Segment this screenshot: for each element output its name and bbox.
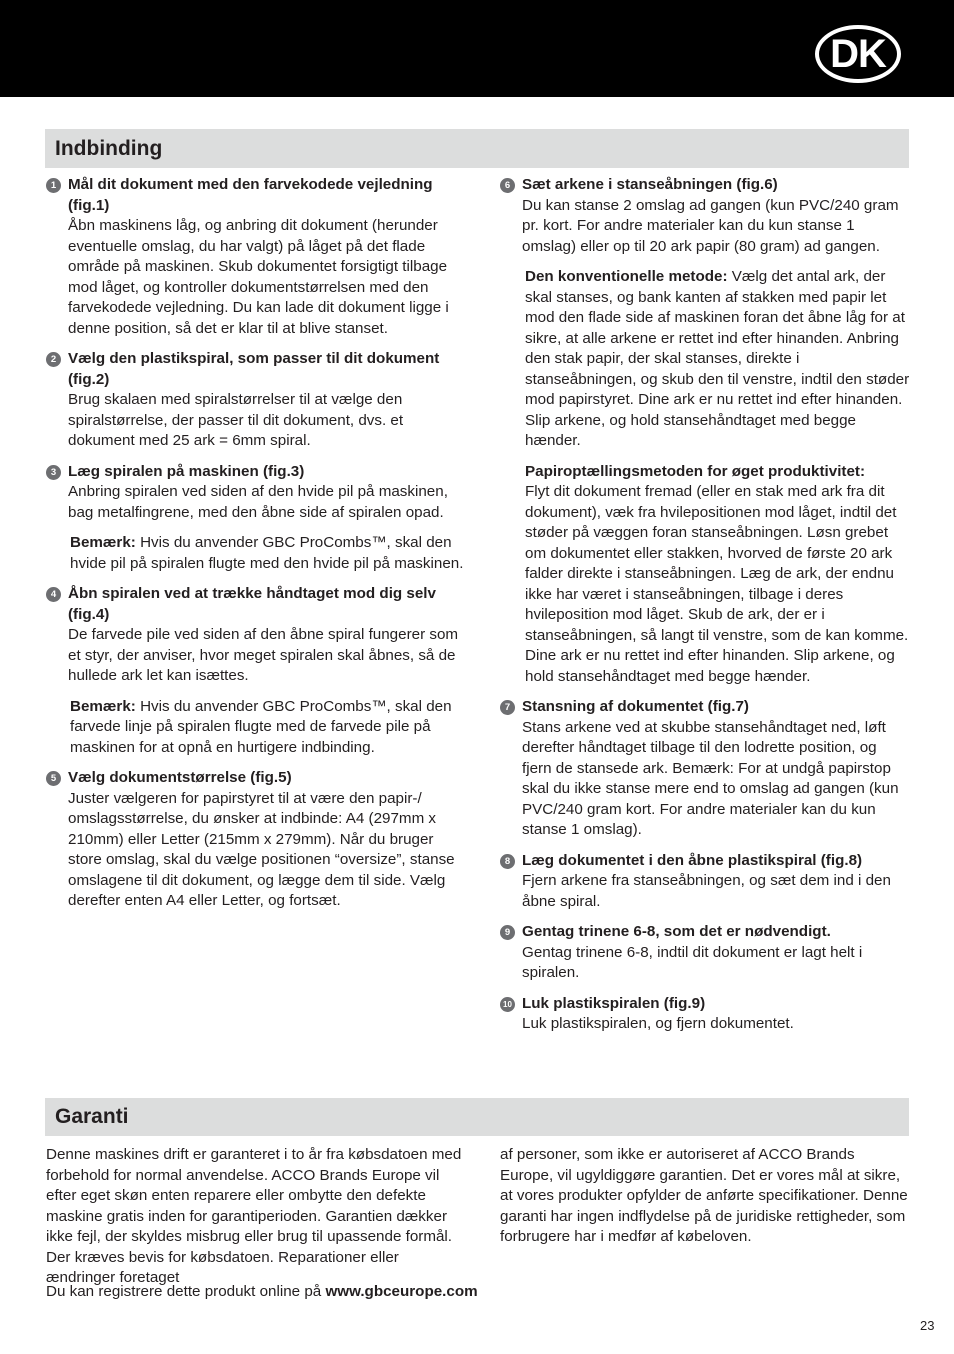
step-1: [46, 175, 466, 339]
step-title: Gentag trinene 6-8, som det er nødvendigt.: [522, 923, 831, 940]
note-label: Bemærk:: [70, 534, 136, 551]
step-title: Åbn spiralen ved at trække håndtaget mod dig selv (fig.4): [68, 585, 436, 623]
step-title: Læg dokumentet i den åbne plastikspiral (fig.8): [522, 851, 863, 869]
step-title: Mål dit dokument med den farvekodede vejledning (fig.1): [68, 176, 433, 214]
step-number-badge: 6: [500, 178, 515, 193]
step-body: Du kan stanse 2 omslag ad gangen (kun PVC/240 gram pr. kort. For andre materialer kan du kun stanse 1 omslag) eller op til 20 ark papir (80 gram) ad gangen.: [522, 196, 899, 255]
step-9: [500, 922, 910, 984]
step-body: Juster vælgeren for papirstyret til at være den papir-/ omslagsstørrelse, du ønsker at indbinde: A4 (297mm x 210mm) eller Letter (215mm x 279mm). Når du bruger store omslag, skal du vælge positionen “oversize”, stanse omslagene til dit dokument, og lægge dem til side. Vælg derefter enten A4 eller Letter, og fortsæt.: [68, 789, 455, 909]
header-bar: [0, 0, 954, 97]
step-5: [46, 768, 466, 912]
method-paper-counting: [525, 462, 910, 688]
step-title: Luk plastikspiralen (fig.9): [522, 994, 706, 1012]
step-number-badge: 9: [500, 925, 515, 940]
step-number-badge: 4: [46, 587, 61, 602]
section-title-warranty: Garanti: [45, 1098, 909, 1136]
note-text: Hvis du anvender GBC ProCombs™, skal den hvide pil på spiralen flugte med den hvide pil på maskinen.: [70, 534, 464, 572]
method-label: Papiroptællingsmetoden for øget produktivitet:: [525, 462, 866, 480]
step-title: Vælg den plastikspiral, som passer til dit dokument (fig.2): [68, 350, 440, 388]
binding-left-column: [46, 175, 466, 922]
step-body: Brug skalaen med spiralstørrelser til at vælge den spiralstørrelse, der passer til dit dokument, dvs. et dokument med 25 ark = 6mm spiral.: [68, 391, 404, 449]
step-7: [500, 697, 910, 841]
step-number-badge: 10: [500, 997, 515, 1012]
step-6: [500, 175, 910, 257]
language-badge: DK: [815, 25, 901, 83]
warranty-text-right: af personer, som ikke er autoriseret af ACCO Brands Europe, vil ugyldiggøre garantien. Det er vores mål at sikre, at vores produkter opfylder de anførte specifikationer. Denne garanti har ingen indflydelse på de juridiske rettigheder, som forbrugere har i medfør af købeloven.: [500, 1146, 908, 1245]
step-10: [500, 994, 910, 1035]
registration-text: Du kan registrere dette produkt online på: [46, 1283, 326, 1300]
step-number-badge: 8: [500, 854, 515, 869]
step-3: [46, 462, 466, 524]
step-number-badge: 3: [46, 465, 61, 480]
note-procombs-white-arrow: [70, 533, 466, 574]
step-body: Anbring spiralen ved siden af den hvide pil på maskinen, bag metalfingrene, med den åbne side af spiralen opad.: [68, 483, 448, 521]
step-title: Læg spiralen på maskinen (fig.3): [68, 462, 305, 480]
method-label: Den konventionelle metode:: [525, 268, 728, 285]
step-body: Stans arkene ved at skubbe stansehåndtaget ned, løft derefter håndtaget tilbage til den lodrette position, og fjern de stansede ark. Bemærk: For at undgå papirstop skal du ikke stanse mere end to omslag ad gangen (kun PVC/240 gram kort. For andre materialer kan du kun stanse 1 omslag).: [522, 718, 899, 838]
page-number: 23: [920, 1318, 935, 1333]
method-text: Vælg det antal ark, der skal stanses, og bank kanten af stakken med papir let mod den flade side af maskinen foran det åbne låg for at sikre, at alle arkene er rettet ind efter hinanden. Anbring den stak papir, der skal stanses, direkte i stanseåbningen, og skub den til venstre, indtil den støder mod papirstyret. Dine ark er nu rettet ind efter hinanden. Slip arkene, og hold stansehåndtaget med begge hænder.: [525, 268, 910, 449]
step-body: Gentag trinene 6-8, indtil dit dokument er lagt helt i spiralen.: [522, 943, 863, 981]
step-number-badge: 1: [46, 178, 61, 193]
method-text: Flyt dit dokument fremad (eller en stak med ark fra dit dokument), væk fra hvilepositionen mod låget, indtil det støder på væggen foran stanseåbningen. Løsn grebet om dokumentet eller stakken, hvorved de første 20 ark falder direkte i stanseåbningen. Læg de ark, der endnu ikke har været i stanseåbningen, tilbage i deres hvileposition mod låget. Skub de ark, der er i stanseåbningen, så langt til venstre, som de kan komme. Dine ark er nu rettet ind efter hinanden. Slip arkene, og hold stansehåndtaget med begge hænder.: [525, 483, 909, 685]
step-title: Stansning af dokumentet (fig.7): [522, 698, 749, 715]
warranty-text-left: Denne maskines drift er garanteret i to år fra købsdatoen med forbehold for normal anvendelse. ACCO Brands Europe vil efter eget skøn enten reparere eller ombytte den defekte maskine gratis inden for garantiperioden. Garantien dækker ikke fejl, der skyldes misbrug eller brug til upassende formål. Der kræves bevis for købsdatoen. Reparationer eller ændringer foretaget: [46, 1146, 462, 1286]
step-body: Luk plastikspiralen, og fjern dokumentet.: [522, 1015, 794, 1032]
step-4: [46, 584, 466, 687]
step-body: De farvede pile ved siden af den åbne spiral fungerer som et styr, der anviser, hvor meget spiralen skal åbnes, så de hullede ark let kan isættes.: [68, 626, 459, 684]
step-8: [500, 851, 910, 913]
step-title: Sæt arkene i stanseåbningen (fig.6): [522, 176, 778, 193]
step-number-badge: 5: [46, 771, 61, 786]
note-label: Bemærk:: [70, 697, 136, 715]
section-title-binding: Indbinding: [45, 129, 909, 168]
step-number-badge: 2: [46, 352, 61, 367]
step-number-badge: 7: [500, 700, 515, 715]
binding-right-column: [500, 175, 910, 1045]
note-procombs-colored-line: [70, 697, 466, 759]
step-2: [46, 349, 466, 452]
step-title: Vælg dokumentstørrelse (fig.5): [68, 769, 292, 786]
note-text: Hvis du anvender GBC ProCombs™, skal den farvede linje på spiralen flugte med de farvede pile på maskinen for at opnå en hurtigere indbinding.: [70, 697, 452, 756]
registration-link[interactable]: www.gbceurope.com: [325, 1283, 478, 1300]
method-conventional: [525, 267, 910, 452]
step-body: Fjern arkene fra stanseåbningen, og sæt dem ind i den åbne spiral.: [522, 872, 891, 910]
step-body: Åbn maskinens låg, og anbring dit dokument (herunder eventuelle omslag, du har valgt) på låget på det flade område på maskinen. Skub dokumentet forsigtigt tilbage mod låget, og kontroller dokumentstørrelsen med den farvekodede vejledning. Du kan lade dit dokument ligge i denne position, så det er klar til at blive stanset.: [68, 217, 449, 337]
registration-line: [46, 1282, 478, 1303]
